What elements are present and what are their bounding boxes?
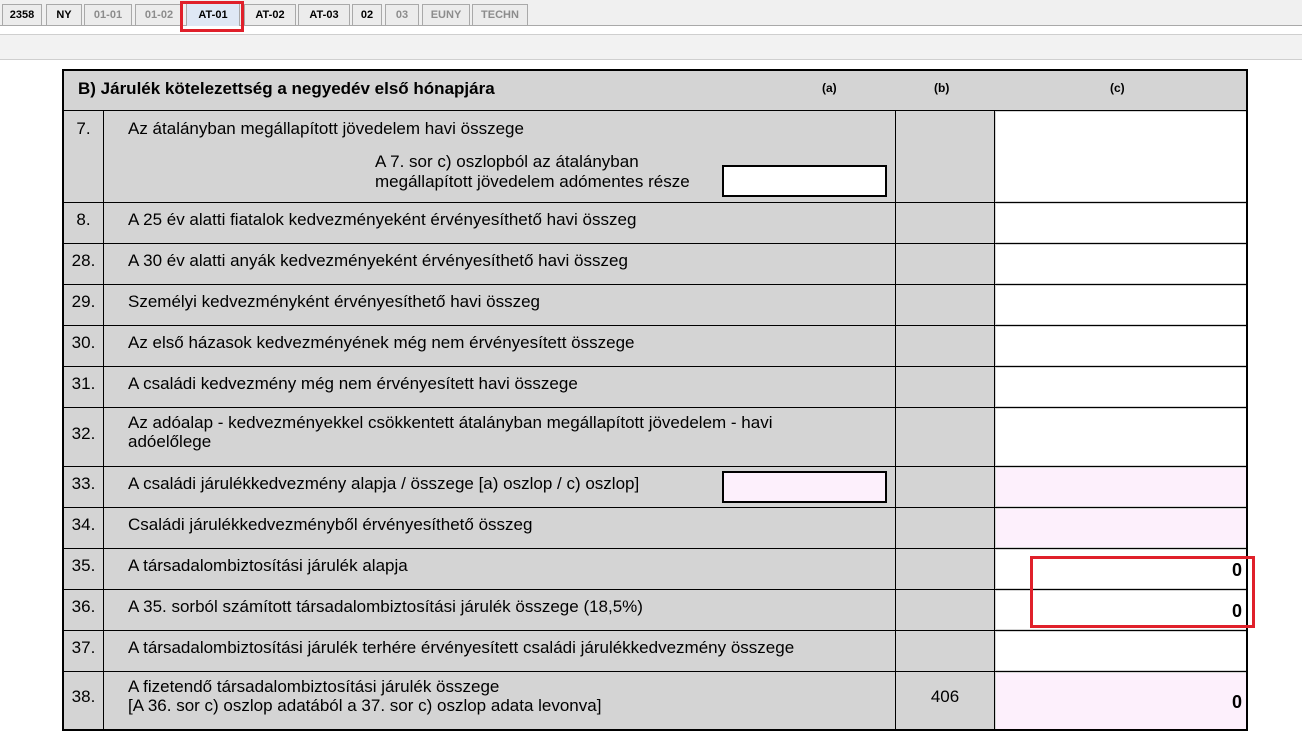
tab-03[interactable]: 03 xyxy=(385,4,419,25)
row-number: 37. xyxy=(64,631,104,671)
row-31 xyxy=(64,367,1246,408)
tab-at-01[interactable]: AT-01 xyxy=(186,3,240,26)
row-7-column-a-input[interactable] xyxy=(722,165,887,197)
row-number: 35. xyxy=(64,549,104,589)
row-column-b xyxy=(895,326,995,366)
tab-at-02[interactable]: AT-02 xyxy=(244,4,296,25)
row-description: A társadalombiztosítási járulék alapja xyxy=(128,556,408,575)
row-description: A 35. sorból számított társadalombiztosítási járulék összege (18,5%) xyxy=(128,597,643,616)
form-title: B) Járulék kötelezettség a negyedév első hónapjára xyxy=(78,79,495,98)
row-35-column-c-input[interactable]: 0 xyxy=(996,550,1246,588)
tab-techn[interactable]: TECHN xyxy=(472,4,528,25)
row-28-column-c-input[interactable] xyxy=(996,245,1246,283)
row-36-column-c-input[interactable]: 0 xyxy=(996,591,1246,629)
row-36 xyxy=(64,590,1246,631)
row-33-column-a-input[interactable] xyxy=(722,471,887,503)
row-37 xyxy=(64,631,1246,672)
row-29-column-c-input[interactable] xyxy=(996,286,1246,324)
row-description: A 30 év alatti anyák kedvezményeként érvényesíthető havi összeg xyxy=(128,251,628,270)
tab-ny[interactable]: NY xyxy=(46,4,82,25)
tab-euny[interactable]: EUNY xyxy=(422,4,470,25)
row-column-b xyxy=(895,508,995,548)
row-34 xyxy=(64,508,1246,549)
tab-01-02[interactable]: 01-02 xyxy=(135,4,183,25)
row-number: 31. xyxy=(64,367,104,407)
tab-02[interactable]: 02 xyxy=(352,4,382,25)
row-description: A családi kedvezmény még nem érvényesített havi összege xyxy=(128,374,578,393)
row-number: 38. xyxy=(64,672,104,729)
row-column-b xyxy=(895,631,995,671)
row-34-column-c-input[interactable] xyxy=(996,509,1246,547)
row-column-b: 406 xyxy=(895,672,995,729)
row-8-column-c-input[interactable] xyxy=(996,204,1246,242)
row-column-b xyxy=(895,408,995,466)
row-number: 30. xyxy=(64,326,104,366)
tab-01-01[interactable]: 01-01 xyxy=(84,4,132,25)
row-column-b xyxy=(895,285,995,325)
row-description: A családi járulékkedvezmény alapja / összege [a) oszlop / c) oszlop] xyxy=(128,474,640,493)
row-31-column-c-input[interactable] xyxy=(996,368,1246,406)
row-description: Az átalányban megállapított jövedelem havi összege xyxy=(128,119,524,138)
row-7 xyxy=(64,111,1246,203)
row-32-column-c-input[interactable] xyxy=(996,409,1246,465)
row-description: Családi járulékkedvezményből érvényesíthető összeg xyxy=(128,515,533,534)
row-38 xyxy=(64,672,1246,729)
form-section-b xyxy=(62,69,1248,731)
row-38-column-c-input[interactable]: 0 xyxy=(996,673,1246,729)
row-number: 8. xyxy=(64,203,104,243)
row-30 xyxy=(64,326,1246,367)
column-a-header: (a) xyxy=(822,81,837,95)
row-30-column-c-input[interactable] xyxy=(996,327,1246,365)
row-33 xyxy=(64,467,1246,508)
row-sub-description: A 7. sor c) oszlopból az átalányban megállapított jövedelem adómentes része xyxy=(375,152,690,191)
row-column-b xyxy=(895,367,995,407)
row-number: 33. xyxy=(64,467,104,507)
row-37-column-c-input[interactable] xyxy=(996,632,1246,670)
row-32 xyxy=(64,408,1246,467)
form-header xyxy=(64,71,1246,111)
row-29 xyxy=(64,285,1246,326)
row-number: 28. xyxy=(64,244,104,284)
row-7-column-c-input[interactable] xyxy=(996,112,1246,201)
row-description: A 25 év alatti fiatalok kedvezményeként érvényesíthető havi összeg xyxy=(128,210,637,229)
row-column-b xyxy=(895,590,995,630)
column-b-header: (b) xyxy=(934,81,950,95)
row-35 xyxy=(64,549,1246,590)
tab-strip xyxy=(0,0,1302,26)
column-c-header: (c) xyxy=(1110,81,1125,95)
toolbar-strip xyxy=(0,34,1302,60)
row-description: A fizetendő társadalombiztosítási járulék összege [A 36. sor c) oszlop adatából a 37. sor c) oszlop adata levonva] xyxy=(128,677,602,715)
row-description: A társadalombiztosítási járulék terhére érvényesített családi járulékkedvezmény összege xyxy=(128,638,795,657)
tab-at-03[interactable]: AT-03 xyxy=(298,4,350,25)
row-description: Személyi kedvezményként érvényesíthető havi összeg xyxy=(128,292,540,311)
row-33-column-c-input[interactable] xyxy=(996,468,1246,506)
row-column-b xyxy=(895,549,995,589)
row-column-b xyxy=(895,111,995,202)
row-column-b xyxy=(895,244,995,284)
row-number: 34. xyxy=(64,508,104,548)
row-28 xyxy=(64,244,1246,285)
row-8 xyxy=(64,203,1246,244)
row-description: Az első házasok kedvezményének még nem érvényesített összege xyxy=(128,333,635,352)
row-number: 29. xyxy=(64,285,104,325)
row-description: Az adóalap - kedvezményekkel csökkentett átalányban megállapított jövedelem - havi adóelőlege xyxy=(128,413,773,451)
row-number: 7. xyxy=(64,111,104,202)
row-number: 36. xyxy=(64,590,104,630)
tab-2358[interactable]: 2358 xyxy=(2,4,42,25)
row-column-b xyxy=(895,203,995,243)
row-number: 32. xyxy=(64,408,104,466)
row-column-b xyxy=(895,467,995,507)
